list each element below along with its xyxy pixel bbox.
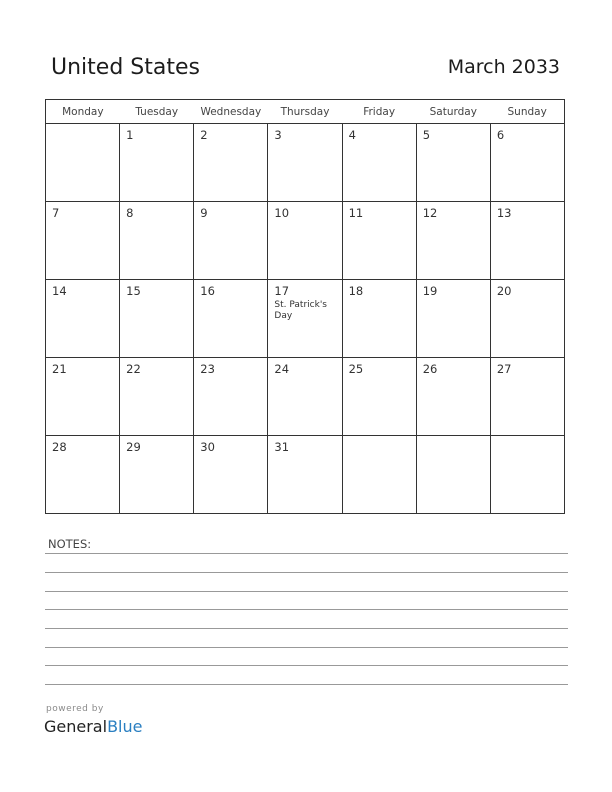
calendar-country: United States [51,55,200,80]
day-number: 6 [496,128,505,142]
day-number: 12 [422,206,438,220]
note-line [45,591,568,592]
day-cell [194,436,268,514]
day-number: 22 [126,362,141,376]
holiday-label: St. Patrick's Day [274,300,327,321]
day-number: 13 [496,206,512,220]
day-number: 25 [348,362,364,376]
note-line [45,628,568,629]
brand-logo-general: General [44,717,108,736]
day-cell [342,358,416,436]
day-number: 17 [274,284,290,298]
week-row [46,280,565,358]
day-cell [120,280,194,358]
day-cell [120,358,194,436]
week-row [46,124,565,202]
note-line [45,647,568,648]
day-number: 18 [348,284,364,298]
week-row [46,358,565,436]
day-cell [46,124,120,202]
day-cell [416,280,490,358]
day-cell [46,202,120,280]
day-cell [490,436,564,514]
week-row [46,436,565,514]
weekday-header: Friday [342,100,416,124]
day-cell [416,436,490,514]
brand-logo-blue: Blue [107,717,143,736]
day-number: 15 [126,284,141,298]
note-line [45,684,568,685]
day-number: 7 [52,206,60,220]
day-number: 14 [52,284,67,298]
weekday-header: Monday [46,100,120,124]
day-number: 1 [126,128,134,142]
day-number: 20 [496,284,512,298]
calendar-grid [45,99,565,514]
note-line [45,609,568,610]
day-cell [490,280,564,358]
note-line [45,572,568,573]
weekday-header: Wednesday [194,100,268,124]
brand-logo [44,717,142,736]
day-number: 3 [274,128,282,142]
day-number: 30 [200,440,215,454]
day-cell [120,202,194,280]
day-cell [120,436,194,514]
day-number: 24 [274,362,290,376]
day-cell [342,124,416,202]
day-number: 4 [348,128,356,142]
note-line [45,665,568,666]
day-cell [46,358,120,436]
calendar-month: March 2033 [447,56,560,78]
day-cell [268,202,342,280]
day-cell [342,202,416,280]
day-number: 19 [422,284,438,298]
day-number: 21 [52,362,67,376]
day-cell [342,280,416,358]
day-number: 16 [200,284,215,298]
weekday-header-row [46,100,565,124]
week-row [46,202,565,280]
day-number: 10 [274,206,290,220]
day-cell [268,436,342,514]
day-cell [46,280,120,358]
day-number: 26 [422,362,438,376]
day-cell [490,358,564,436]
day-number: 23 [200,362,215,376]
day-cell [490,202,564,280]
weekday-header: Saturday [416,100,490,124]
weekday-header: Thursday [268,100,342,124]
day-cell [268,280,342,358]
day-number: 28 [52,440,67,454]
day-number: 2 [200,128,208,142]
day-number: 27 [496,362,512,376]
powered-by-text: powered by [46,704,104,714]
day-cell [194,124,268,202]
day-number: 5 [422,128,431,142]
day-cell [416,202,490,280]
weekday-header: Tuesday [120,100,194,124]
day-cell [342,436,416,514]
day-cell [194,358,268,436]
weekday-header: Sunday [490,100,564,124]
day-number: 8 [126,206,134,220]
day-cell [268,358,342,436]
notes-label: NOTES: [48,537,92,551]
note-line [45,553,568,554]
day-number: 31 [274,440,290,454]
day-number: 29 [126,440,141,454]
day-cell [120,124,194,202]
day-cell [490,124,564,202]
day-number: 9 [200,206,208,220]
day-cell [268,124,342,202]
day-cell [416,124,490,202]
day-cell [416,358,490,436]
day-cell [194,202,268,280]
day-cell [194,280,268,358]
day-cell [46,436,120,514]
day-number: 11 [348,206,364,220]
